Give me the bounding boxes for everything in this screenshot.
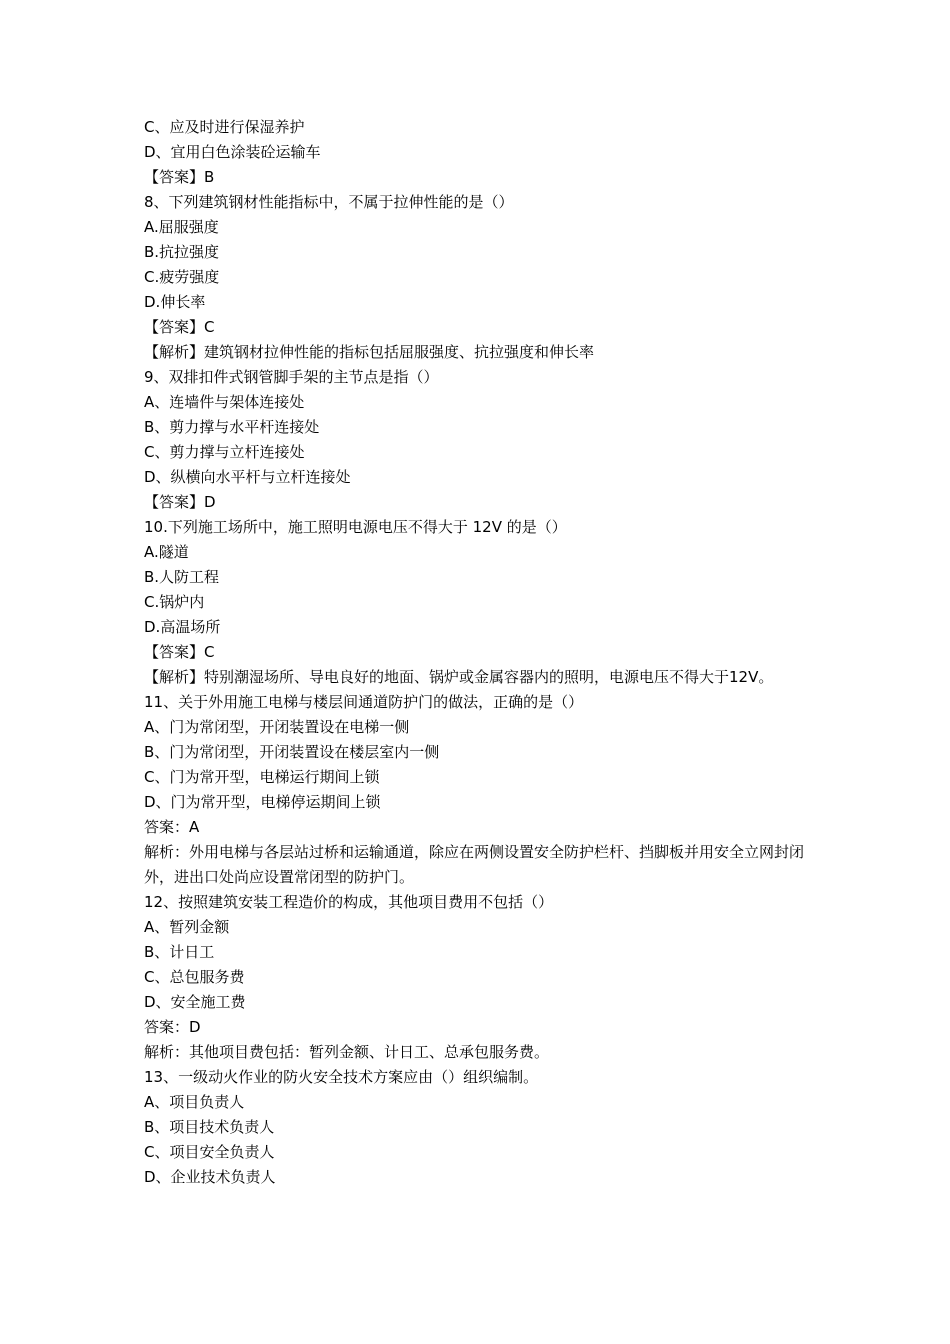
option-c: C、项目安全负责人 xyxy=(144,1143,275,1161)
option-a: A.隧道 xyxy=(144,543,189,561)
explanation: 解析：外用电梯与各层站过桥和运输通道，除应在两侧设置安全防护栏杆、挡脚板并用安全立网封闭外，进出口处尚应设置常闭型的防护门。 xyxy=(144,843,805,886)
option-c: C.疲劳强度 xyxy=(144,268,220,286)
question-8: 8、下列建筑钢材性能指标中，不属于拉伸性能的是（） xyxy=(144,193,514,211)
question-10: 10.下列施工场所中，施工照明电源电压不得大于 12V 的是（） xyxy=(144,518,567,536)
option-d: D.高温场所 xyxy=(144,618,221,636)
explanation: 【解析】特别潮湿场所、导电良好的地面、锅炉或金属容器内的照明，电源电压不得大于12V。 xyxy=(144,668,774,686)
option-d: D、纵横向水平杆与立杆连接处 xyxy=(144,468,351,486)
option-d: D、安全施工费 xyxy=(144,993,246,1011)
option-b: B、剪力撑与水平杆连接处 xyxy=(144,418,320,436)
option-b: B、项目技术负责人 xyxy=(144,1118,275,1136)
answer: 答案：A xyxy=(144,818,200,836)
document-body xyxy=(144,115,816,1190)
option-c: C、总包服务费 xyxy=(144,968,245,986)
option-a: A、门为常闭型，开闭装置设在电梯一侧 xyxy=(144,718,410,736)
option-c: C、应及时进行保湿养护 xyxy=(144,118,305,136)
question-12: 12、按照建筑安装工程造价的构成，其他项目费用不包括（） xyxy=(144,893,554,911)
option-d: D.伸长率 xyxy=(144,293,206,311)
option-a: A、项目负责人 xyxy=(144,1093,245,1111)
answer: 【答案】C xyxy=(144,643,215,661)
option-c: C.锅炉内 xyxy=(144,593,205,611)
option-a: A.屈服强度 xyxy=(144,218,219,236)
option-a: A、连墙件与架体连接处 xyxy=(144,393,305,411)
option-a: A、暂列金额 xyxy=(144,918,230,936)
answer: 【答案】D xyxy=(144,493,216,511)
option-c: C、剪力撑与立杆连接处 xyxy=(144,443,305,461)
option-d: D、宜用白色涂装砼运输车 xyxy=(144,143,321,161)
question-11: 11、关于外用施工电梯与楼层间通道防护门的做法，正确的是（） xyxy=(144,693,584,711)
answer: 答案：D xyxy=(144,1018,201,1036)
option-b: B、门为常闭型，开闭装置设在楼层室内一侧 xyxy=(144,743,440,761)
question-13: 13、一级动火作业的防火安全技术方案应由（）组织编制。 xyxy=(144,1068,539,1086)
option-d: D、门为常开型，电梯停运期间上锁 xyxy=(144,793,381,811)
explanation: 【解析】建筑钢材拉伸性能的指标包括屈服强度、抗拉强度和伸长率 xyxy=(144,343,595,361)
option-b: B.抗拉强度 xyxy=(144,243,220,261)
answer: 【答案】B xyxy=(144,168,215,186)
option-b: B.人防工程 xyxy=(144,568,220,586)
option-c: C、门为常开型，电梯运行期间上锁 xyxy=(144,768,380,786)
question-9: 9、双排扣件式钢管脚手架的主节点是指（） xyxy=(144,368,439,386)
answer: 【答案】C xyxy=(144,318,215,336)
explanation: 解析：其他项目费包括：暂列金额、计日工、总承包服务费。 xyxy=(144,1043,550,1061)
option-d: D、企业技术负责人 xyxy=(144,1168,276,1186)
option-b: B、计日工 xyxy=(144,943,215,961)
